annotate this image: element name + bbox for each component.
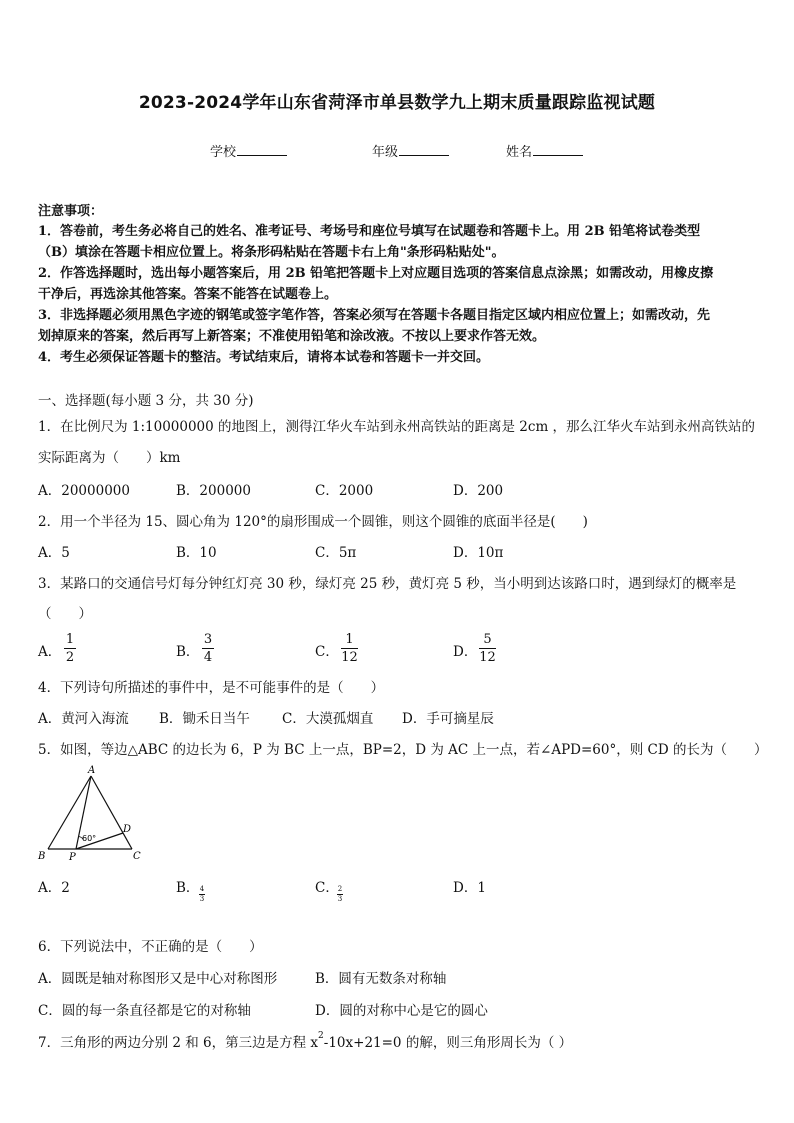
question-7-exponent: 2 [318,1031,324,1041]
question-6-text: 6．下列说法中，不正确的是（ ） [38,939,263,955]
question-3-option-c-letter: C． [315,644,339,660]
label-d: D [123,824,132,835]
label-p: P [69,852,76,863]
fraction-numerator: 2 [337,885,343,893]
question-1-option-a: A．20000000 [38,483,130,499]
question-7-pre: 7．三角形的两边分别 2 和 6，第三边是方程 x [38,1035,319,1051]
question-3-option-d-fraction [479,632,496,665]
notice-line: 划掉原来的答案，然后再写上新答案；不准使用铅笔和涂改液。不按以上要求作答无效。 [38,329,546,344]
fraction-bar [64,648,76,649]
question-2-option-a: A．5 [38,545,70,561]
question-5-text: 5．如图，等边△ABC 的边长为 6，P 为 BC 上一点，BP=2，D 为 AC 上一点，若∠APD=60°，则 CD 的长为（ ） [38,742,768,758]
question-2-text: 2．用一个半径为 15、圆心角为 120°的扇形围成一个圆锥，则这个圆锥的底面半径是( ) [38,514,588,530]
question-4-option-a: A．黄河入海流 [38,711,129,727]
question-6-option-a: A．圆既是轴对称图形又是中心对称图形 [38,971,278,987]
question-6-option-d: D．圆的对称中心是它的圆心 [315,1003,488,1019]
question-3-option-b-letter: B． [176,644,200,660]
name-field [506,141,583,160]
fraction-numerator: 5 [483,632,492,647]
question-2-option-d: D．10π [453,545,504,561]
question-7-text [38,1031,572,1051]
question-7-post: -10x+21=0 的解，则三角形周长为（ ） [323,1035,573,1051]
question-1-line1: 1．在比例尺为 1:10000000 的地图上，测得江华火车站到永州高铁站的距离是 2cm ，那么江华火车站到永州高铁站的 [38,419,756,435]
question-4-text: 4．下列诗句所描述的事件中，是不可能事件的是（ ） [38,680,385,696]
question-1-option-d: D．200 [453,483,504,499]
triangle-figure [36,764,148,864]
question-4-option-b: B．锄禾日当午 [159,711,250,727]
fraction-denominator: 2 [65,650,75,665]
question-5-option-b-letter: B． [176,880,200,896]
question-3-line1: 3．某路口的交通信号灯每分钟红灯亮 30 秒，绿灯亮 25 秒，黄灯亮 5 秒，当小明到达该路口时，遇到绿灯的概率是 [38,576,737,592]
question-1-option-b: B．200000 [176,483,251,499]
notice-line: 2．作答选择题时，选出每小题答案后，用 2B 铅笔把答题卡上对应题目选项的答案信息点涂黑；如需改动，用橡皮擦 [38,266,714,281]
question-3-option-a-letter: A． [38,644,62,660]
question-2-option-b: B．10 [176,545,217,561]
exam-title: 2023-2024学年山东省菏泽市单县数学九上期末质量跟踪监视试题 [138,93,656,113]
question-4-option-c: C．大漠孤烟直 [282,711,374,727]
question-6-option-c: C．圆的每一条直径都是它的对称轴 [38,1003,251,1019]
school-blank [237,144,287,156]
notice-line: 4．考生必须保证答题卡的整洁。考试结束后，请将本试卷和答题卡一并交回。 [38,350,490,365]
question-3-option-a-fraction [64,632,76,665]
fraction-numerator: 4 [199,885,205,893]
fraction-numerator: 1 [345,632,354,647]
question-3-option-c-fraction [341,632,358,665]
school-label: 学校 [210,145,237,160]
notice-line: 1．答卷前，考生务必将自己的姓名、准考证号、考场号和座位号填写在试题卷和答题卡上。用 2B 铅笔将试卷类型 [38,224,701,239]
notice-line: 3．非选择题必须用黑色字迹的钢笔或签字笔作答，答案必须写在答题卡各题目指定区域内相应位置上；如需改动，先 [38,308,711,323]
fraction-bar [341,648,358,649]
label-b: B [38,851,46,862]
question-5-option-a: A．2 [38,880,70,896]
question-1-option-c: C．2000 [315,483,374,499]
fraction-bar [479,648,496,649]
side-ac [91,776,132,849]
fraction-bar [202,648,214,649]
label-angle: 60° [82,834,97,843]
fraction-numerator: 1 [65,632,75,647]
label-c: C [133,851,141,862]
question-6-option-b: B．圆有无数条对称轴 [315,971,447,987]
school-field [210,141,287,160]
fraction-denominator: 12 [341,650,358,665]
grade-label: 年级 [372,145,399,160]
fraction-denominator: 3 [199,895,205,903]
grade-blank [399,144,449,156]
question-3-option-d-letter: D． [453,644,478,660]
fraction-numerator: 3 [203,632,213,647]
question-4-option-d: D．手可摘星辰 [402,711,494,727]
notice-line: （B）填涂在答题卡相应位置上。将条形码粘贴在答题卡右上角"条形码粘贴处"。 [38,245,505,260]
notice-line: 干净后，再选涂其他答案。答案不能答在试题卷上。 [38,287,338,302]
name-label: 姓名 [506,145,533,160]
question-3-option-b-fraction [202,632,214,665]
question-1-line2: 实际距离为（ ）km [38,450,181,466]
question-5-option-c-letter: C． [315,880,339,896]
grade-field [372,141,449,160]
question-5-option-c-fraction [337,886,343,903]
section-heading: 一、选择题(每小题 3 分，共 30 分) [38,393,254,409]
fraction-denominator: 4 [203,650,213,665]
question-5-option-b-fraction [199,886,205,903]
name-blank [533,144,583,156]
fraction-denominator: 3 [337,895,343,903]
question-3-line2: （ ） [38,606,92,622]
label-a: A [88,765,96,776]
notice-heading: 注意事项： [38,204,104,219]
fraction-denominator: 12 [479,650,496,665]
question-2-option-c: C．5π [315,545,357,561]
question-5-option-d: D．1 [453,880,486,896]
